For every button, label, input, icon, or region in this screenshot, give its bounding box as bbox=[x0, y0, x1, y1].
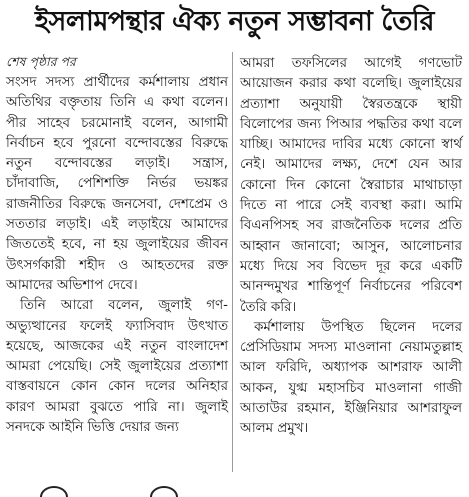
article-paragraph: আমরা তফসিলের আগেই গণভোট আয়োজন করার কথা বলেছি। জুলাইয়ের প্রত্যাশা অনুযায়ী স্বৈরতন্ত্রকে স্থায়ী বিলোপের জন্য পিআর পদ্ধতির কথা বলে যাচ্ছি। আমাদের দাবির মধ্যে কোনো স্বার্থ নেই। আমাদের লক্ষ্য, দেশে যেন আর কোনো দিন কোনো স্বৈরাচার মাথাচাড়া দিতে না পারে সেই ব্যবস্থা করা। আমি বিএনপিসহ সব রাজনৈতিক দলের প্রতি আহ্বান জানাবো; আসুন, আলোচনার মধ্যে দিয়ে সব বিভেদ দূর করে একটি আনন্দমুখর শান্তিপূর্ণ নির্বাচনের পরিবেশ তৈরি করি। bbox=[240, 56, 462, 315]
article-column-right bbox=[240, 54, 462, 440]
cropped-next-headline bbox=[0, 484, 469, 497]
cropped-glyph-fragment bbox=[150, 486, 178, 497]
article-paragraph: তিনি আরো বলেন, জুলাই গণ-অভ্যুত্থানের ফলেই ফ্যাসিবাদ উৎখাত হয়েছে, আজকের এই নতুন বাংলাদেশ আমরা পেয়েছি। সেই জুলাইয়ের প্রত্যাশা বাস্তবায়নে কোন কোন দলের অনিহার কারণ আমরা বুঝতে পারি না। জুলাই সনদকে আইনি ভিত্তি দেয়ার জন্য bbox=[6, 298, 228, 436]
continued-from-kicker: শেষ পৃষ্ঠার পর bbox=[6, 54, 76, 69]
headline: ইসলামপন্থার ঐক্য নতুন সম্ভাবনা তৈরি bbox=[34, 5, 435, 37]
article-paragraph: সংসদ সদস্য প্রার্থীদের কর্মশালায় প্রধান অতিথির বক্তৃতায় তিনি এ কথা বলেন। পীর সাহেব চরমোনাই বলেন, আগামী নির্বাচন হবে পুরনো বন্দোবস্তের বিরুদ্ধে নতুন বন্দোবস্তের লড়াই। সন্ত্রাস, চাঁদাবাজি, পেশিশক্তি নির্ভর ভয়ঙ্কর রাজনীতির বিরুদ্ধে জনসেবা, দেশপ্রেম ও সততার লড়াই। এই লড়াইয়ে আমাদের জিততেই হবে, না হয় জুলাইয়ের জীবন উৎসর্গকারী শহীদ ও আহতদের রক্ত আমাদের অভিশাপ দেবে। bbox=[6, 75, 228, 293]
article-column-left bbox=[6, 52, 228, 438]
cropped-glyph-fragment bbox=[40, 486, 68, 497]
column-divider bbox=[232, 52, 233, 472]
article-paragraph: কর্মশালায় উপস্থিত ছিলেন দলের প্রেসিডিয়াম সদস্য মাওলানা নেয়ামতুল্লাহ আল ফরিদি, অধ্যাপক আশরাফ আলী আকন, যুগ্ম মহাসচিব মাওলানা গাজী আতাউর রহমান, ইঞ্জিনিয়ার আশরাফুল আলম প্রমুখ। bbox=[240, 319, 462, 437]
